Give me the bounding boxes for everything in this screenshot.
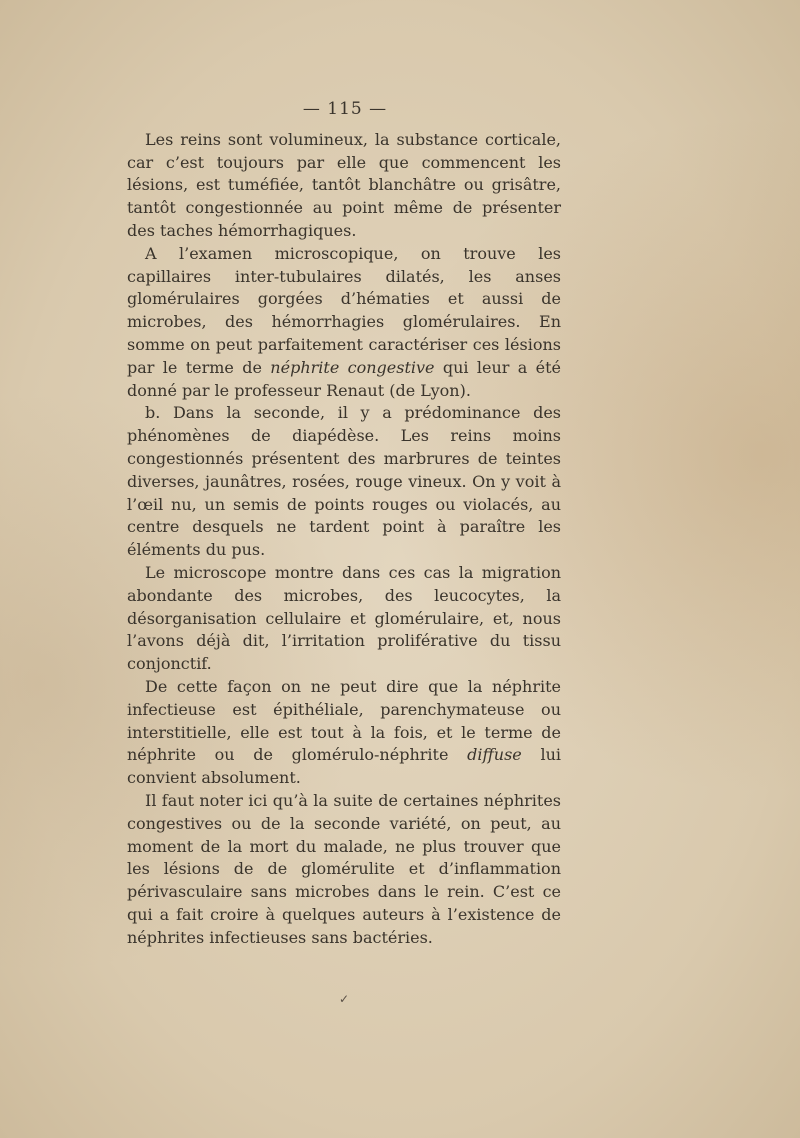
paragraph-1 (127, 129, 561, 243)
paragraph-5-italic-term: diffuse (467, 745, 522, 765)
paragraph-2-italic-term: néphrite congestive (270, 357, 435, 377)
paragraph-1-text: Les reins sont volumineux, la substance corticale, car c’est toujours par elle que commencent les lésions, est tuméfiée, tantôt blanchâtre ou grisâtre, tantôt congestionnée au point même de présenter des taches hémorrhagiques. (127, 129, 561, 240)
paragraph-3-text: b. Dans la seconde, il y a prédominance des phénomènes de diapédèse. Les reins moins congestionnés présentent des marbrures de teintes diverses, jaunâtres, rosées, rouge vineux. On y voit à l’œil nu, un semis de points rouges ou violacés, au centre desquels ne tardent point à paraître les éléments du pus. (127, 403, 561, 560)
paragraph-4-text: Le microscope montre dans ces cas la migration abondante des microbes, des leucocytes, la désorganisation cellulaire et glomérulaire, et, nous l’avons déjà dit, l’irritation proliférative du tissu conjonctif. (127, 562, 561, 674)
paragraph-5 (127, 676, 561, 790)
paragraph-2-text-b: qui leur a été donné par le professeur Renaut (de Lyon). (127, 357, 562, 400)
paragraph-3 (127, 402, 561, 562)
page-number: — 115 — (302, 99, 388, 119)
paragraph-6 (127, 790, 561, 950)
paragraph-4 (127, 562, 561, 676)
paragraph-2-text-a: A l’examen microscopique, on trouve les capillaires inter-tubulaires dilatés, les anses glomérulaires gorgées d’hématies et aussi de microbes, des hémorrhagies glomérulaires. En somme on peut parfaitement caractériser ces lésions par le terme de (127, 243, 561, 377)
paragraph-5-text-a: De cette façon on ne peut dire que la néphrite infectieuse est épithéliale, parenchymateuse ou interstitielle, elle est tout à la fois, et le terme de néphrite ou de glomérulo-néphrite (127, 676, 561, 765)
paragraph-2 (127, 243, 561, 403)
paragraph-5-text-b: lui convient absolument. (127, 745, 562, 788)
paragraph-6-text: Il faut noter ici qu’à la suite de certaines néphrites congestives ou de la seconde variété, on peut, au moment de la mort du malade, ne plus trouver que les lésions de de glomérulite et d’inflammation périvasculaire sans microbes dans le rein. C’est ce qui a fait croire à quelques auteurs à l’existence de néphrites infectieuses sans bactéries. (127, 790, 561, 947)
ink-speck-mark: ✓ (339, 992, 350, 1006)
page-text-block (127, 98, 561, 949)
